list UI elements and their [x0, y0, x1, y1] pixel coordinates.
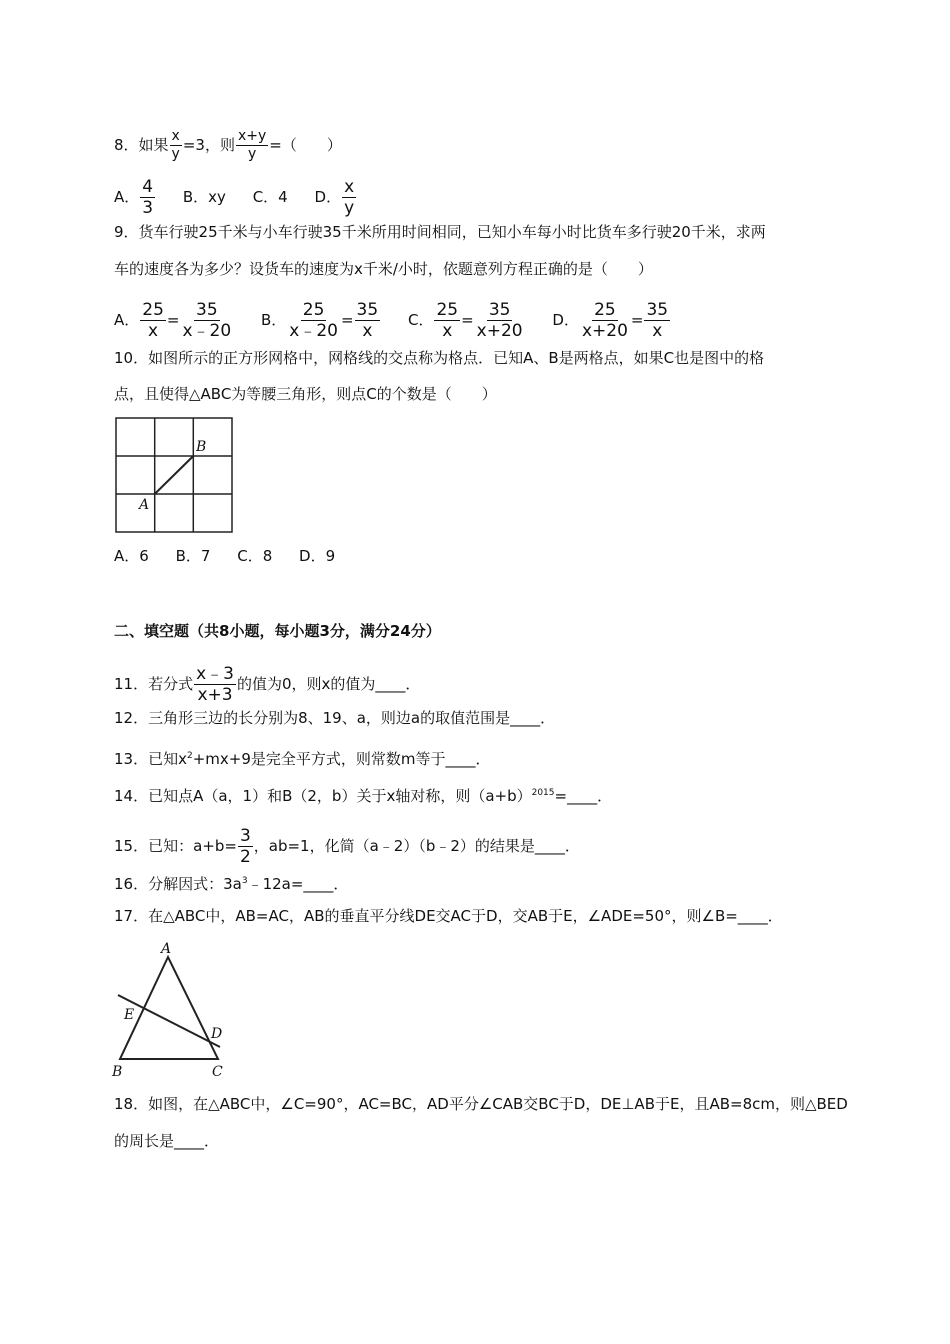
q9-stem-line1: 9．货车行驶25千米与小车行驶35千米所用时间相同，已知小车每小时比货车多行驶20千米，求两 — [114, 223, 766, 241]
q16: 16．分解因式：$3a^3﹣12a=\_\_\_\_$． — [114, 875, 349, 893]
q10-option-d: D．9 — [299, 547, 336, 565]
q11-fraction: $\frac{x﹣3}{x+3}$ — [196, 664, 234, 705]
q8-option-b: B．xy — [182, 188, 226, 206]
q9-option-d-left: $\frac{25}{x+20}$ — [581, 300, 628, 341]
q15-fraction: $\frac{3}{2}$ — [239, 826, 251, 867]
q9-options — [114, 300, 693, 341]
q9-option-a-left: $\frac{25}{x}$ — [142, 300, 164, 341]
point-label-a: A — [139, 497, 150, 513]
q11: 11．若分式 $\frac{x﹣3}{x+3}$ 的值为0，则x的值为____． — [114, 664, 421, 705]
q8-stem: 8．如果 $\frac{x}{y}$ =3，则 $\frac{x+y}{y}$ =（ ） — [114, 128, 342, 162]
q18-stem-line2: 的周长是____． — [114, 1132, 220, 1150]
q8-condition-fraction: $\frac{x}{y}$ — [171, 128, 180, 162]
segment-ab — [155, 456, 194, 494]
q9-option-b-left: $\frac{25}{x﹣20}$ — [289, 300, 338, 341]
point-label-b: B — [196, 439, 207, 455]
q12: 12．三角形三边的长分别为8、19、a，则边a的取值范围是____． — [114, 709, 556, 727]
q15: 15．已知：a+b= $\frac{3}{2}$ ，ab=1，化简（a﹣2）（b﹣2）的结果是____． — [114, 826, 580, 867]
q8-ask-fraction: $\frac{x+y}{y}$ — [237, 128, 267, 162]
q10-option-b: B．7 — [175, 547, 211, 565]
vertex-label-b: B — [112, 1064, 123, 1080]
q8-option-d-fraction: $\frac{x}{y}$ — [344, 177, 355, 218]
q9-option-b-right: $\frac{35}{x}$ — [356, 300, 379, 341]
q10-grid-figure — [112, 413, 238, 537]
q9-option-c: C． $\frac{25}{x}$ = $\frac{35}{x+20}$ — [407, 300, 523, 341]
q9-stem-line2: 车的速度各为多少？设货车的速度为x千米/小时，依题意列方程正确的是（ ） — [114, 260, 653, 278]
q9-option-b: B． $\frac{25}{x﹣20}$ = $\frac{35}{x}$ — [260, 300, 379, 341]
q13: 13．已知$x^2+mx+9$是完全平方式，则常数m等于____． — [114, 750, 491, 768]
q14: 14．已知点A（a，1）和B（2，b）关于x轴对称，则$(a+b)^{2015}=\_\_\_\_$． — [114, 787, 613, 805]
q9-option-c-left: $\frac{25}{x}$ — [436, 300, 459, 341]
q9-option-d: D． $\frac{25}{x+20}$ = $\frac{35}{x}$ — [552, 300, 669, 341]
q10-stem-line1: 10．如图所示的正方形网格中，网格线的交点称为格点．已知A、B是两格点，如果C也是图中的格 — [114, 349, 765, 367]
q18-stem-line1: 18．如图，在△ABC中，∠C=90°，AC=BC，AD平分∠CAB交BC于D，DE⊥AB于E，且AB=8cm，则△BED — [114, 1095, 848, 1113]
q10-option-a: A．6 — [114, 547, 149, 565]
q9-option-a-right: $\frac{35}{x﹣20}$ — [182, 300, 232, 341]
q10-options — [114, 546, 357, 566]
q17-triangle-figure — [108, 935, 238, 1085]
point-label-e: E — [124, 1007, 135, 1023]
q8-option-c: C．4 — [252, 188, 288, 206]
q8-option-d: D． $\frac{x}{y}$ — [314, 177, 355, 218]
q17-stem: 17．在△ABC中，AB=AC，AB的垂直平分线DE交AC于D，交AB于E，∠ADE=50°，则∠B=____． — [114, 907, 783, 925]
q8-option-a-fraction: $\frac{4}{3}$ — [142, 177, 154, 218]
q9-option-d-right: $\frac{35}{x}$ — [646, 300, 669, 341]
point-label-d: D — [211, 1026, 223, 1042]
q10-option-c: C．8 — [237, 547, 273, 565]
q9-option-c-right: $\frac{35}{x+20}$ — [476, 300, 523, 341]
triangle-abc — [120, 957, 218, 1059]
q8-options — [114, 177, 379, 218]
q9-option-a: A． $\frac{25}{x}$ = $\frac{35}{x﹣20}$ — [114, 300, 232, 341]
section2-title: 二、填空题（共8小题，每小题3分，满分24分） — [114, 622, 441, 640]
q8-option-a: A． $\frac{4}{3}$ — [114, 177, 154, 218]
q10-stem-line2: 点，且使得△ABC为等腰三角形，则点C的个数是（ ） — [114, 385, 497, 403]
vertex-label-a: A — [161, 941, 172, 957]
vertex-label-c: C — [212, 1064, 223, 1080]
